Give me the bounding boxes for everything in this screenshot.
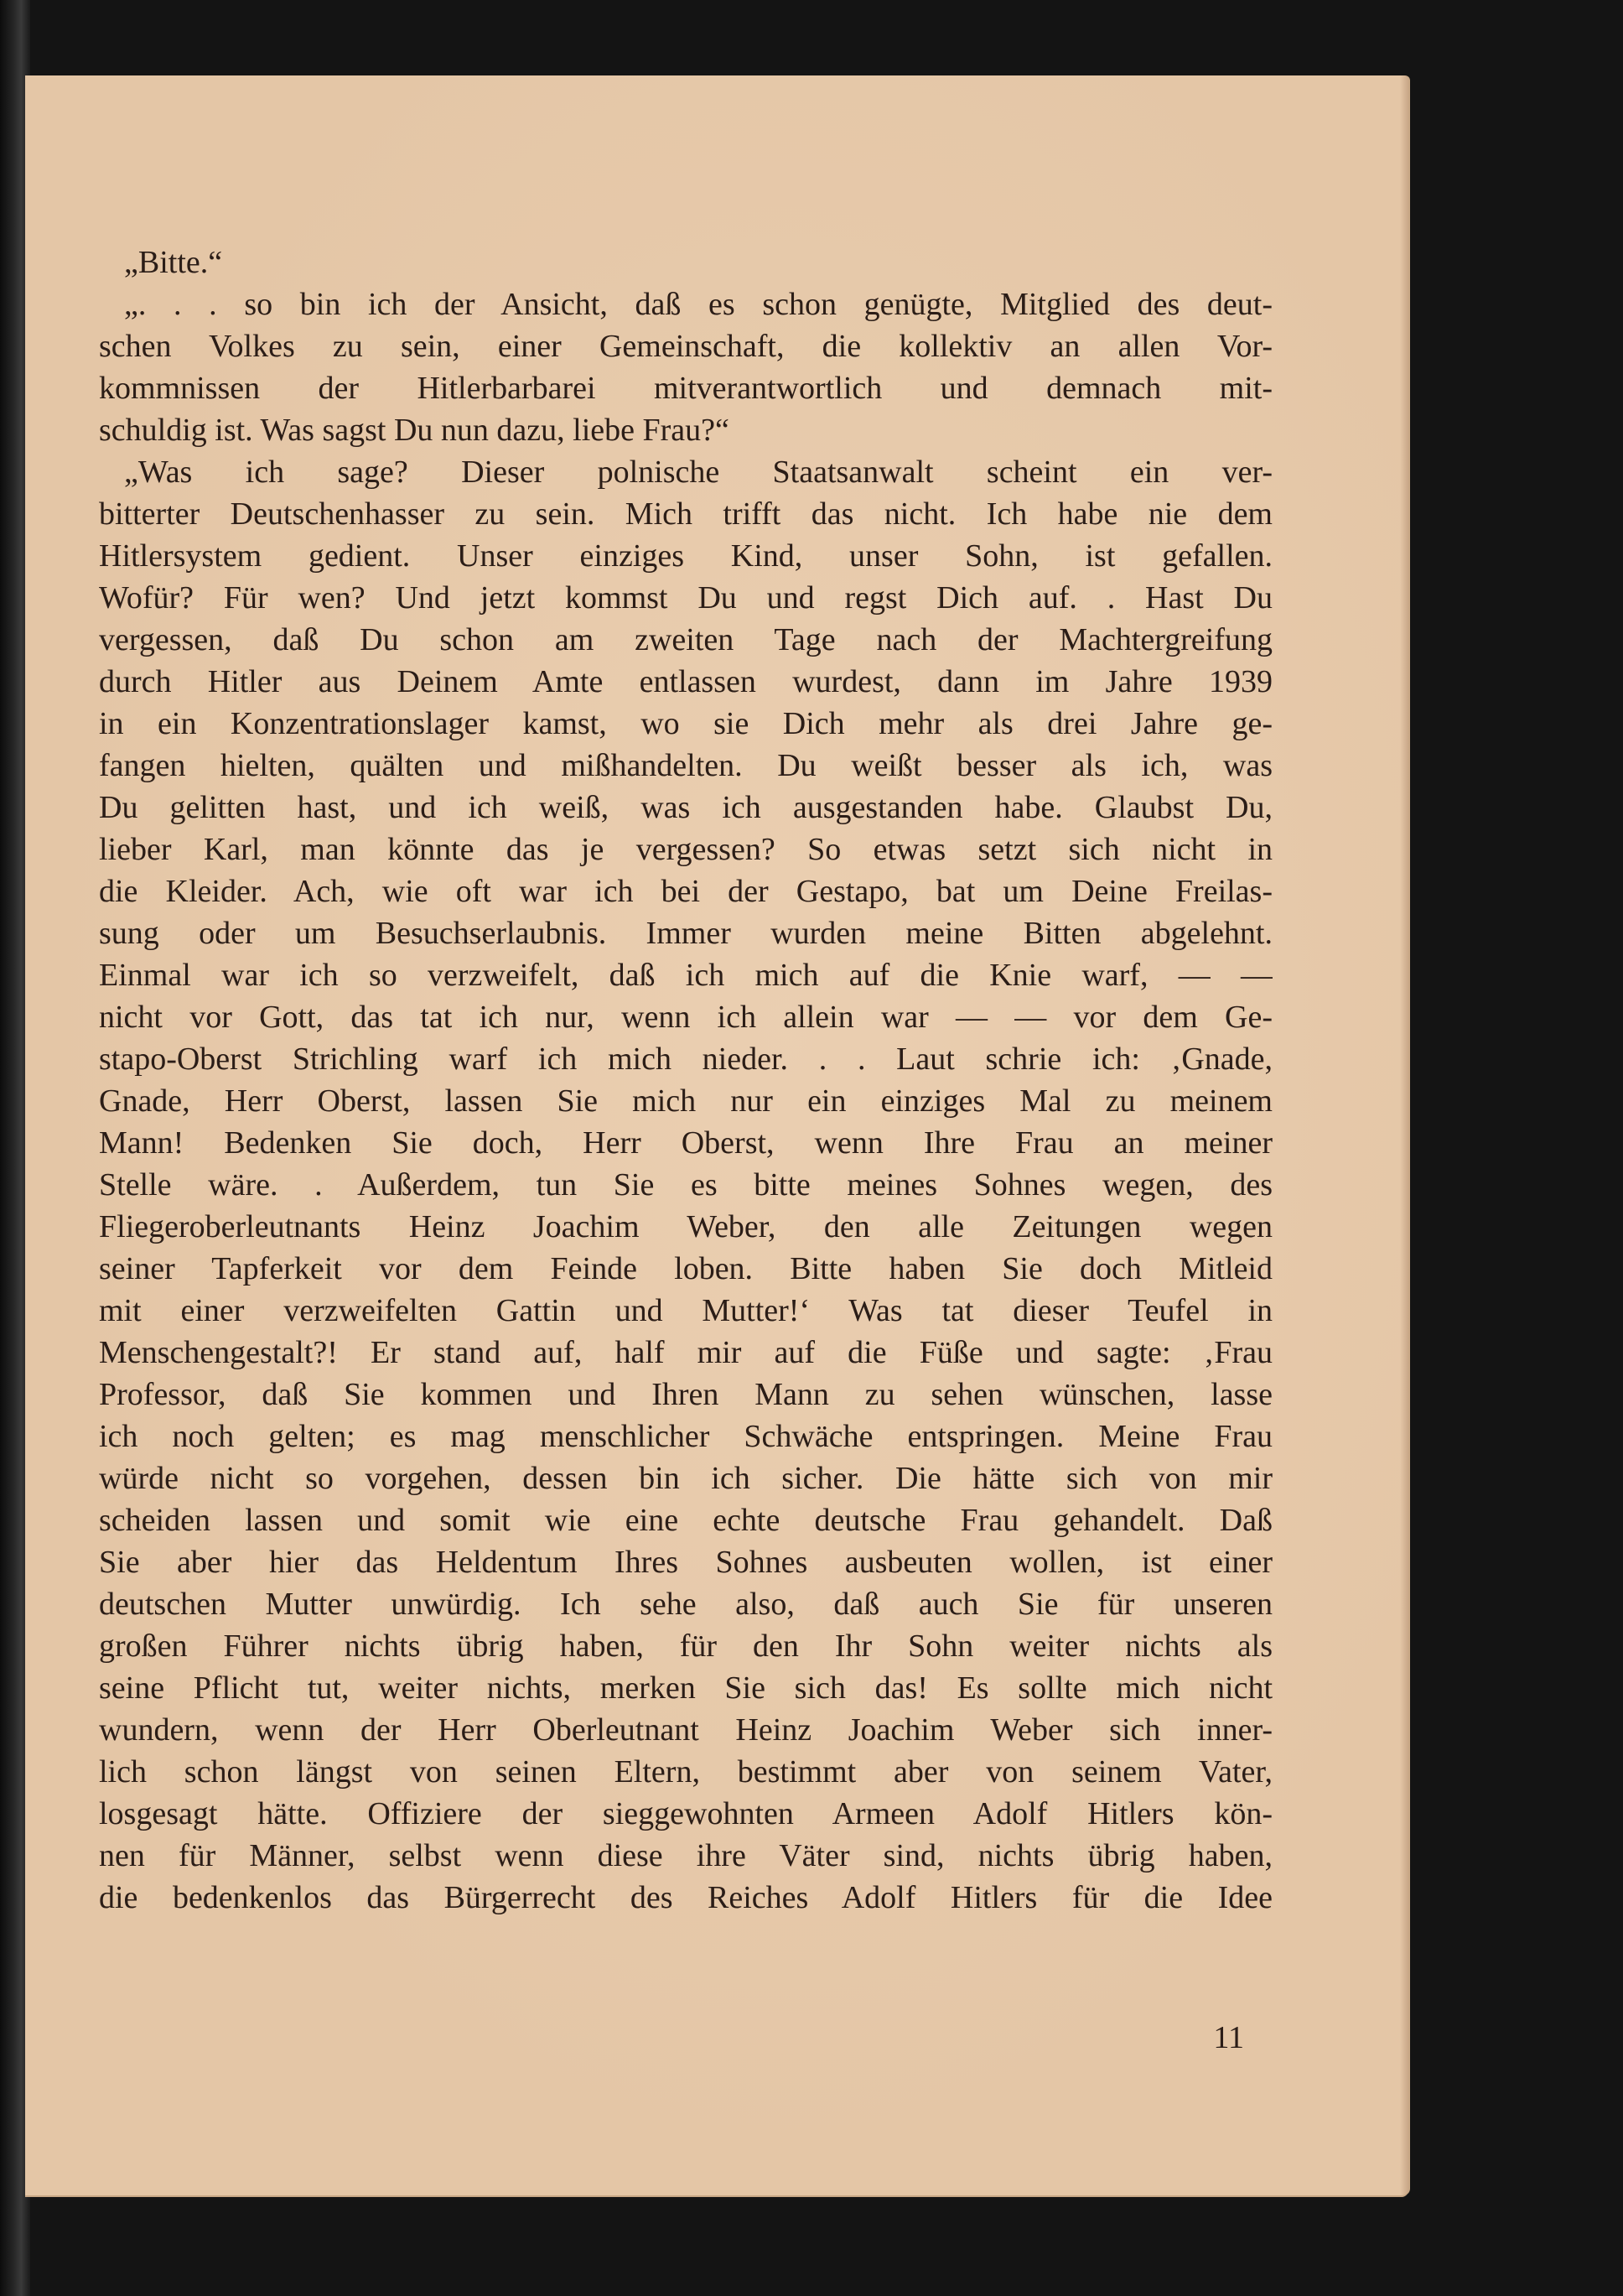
- text-line: seiner Tapferkeit vor dem Feinde loben. Bitte haben Sie doch Mitleid: [99, 1251, 1273, 1286]
- text-line: Menschengestalt?! Er stand auf, half mir auf die Füße und sagte: ‚Frau: [99, 1335, 1273, 1370]
- text-line: „Bitte.“: [124, 245, 223, 280]
- text-line: „. . . so bin ich der Ansicht, daß es schon genügte, Mitglied des deut-: [124, 287, 1273, 322]
- text-line: Stelle wäre. . Außerdem, tun Sie es bitte meines Sohnes wegen, des: [99, 1167, 1273, 1203]
- text-line: scheiden lassen und somit wie eine echte deutsche Frau gehandelt. Daß: [99, 1503, 1273, 1538]
- text-line: stapo-Oberst Strichling warf ich mich nieder. . . Laut schrie ich: ‚Gnade,: [99, 1042, 1273, 1077]
- text-line: die bedenkenlos das Bürgerrecht des Reiches Adolf Hitlers für die Idee: [99, 1880, 1273, 1915]
- text-line: nen für Männer, selbst wenn diese ihre Väter sind, nichts übrig haben,: [99, 1838, 1273, 1873]
- page-edge-shadow: [1400, 75, 1408, 2195]
- text-line: Sie aber hier das Heldentum Ihres Sohnes ausbeuten wollen, ist einer: [99, 1545, 1273, 1580]
- text-line: deutschen Mutter unwürdig. Ich sehe also, daß auch Sie für unseren: [99, 1587, 1273, 1622]
- text-line: Fliegeroberleutnants Heinz Joachim Weber, den alle Zeitungen wegen: [99, 1209, 1273, 1244]
- text-line: lieber Karl, man könnte das je vergessen? So etwas setzt sich nicht in: [99, 832, 1273, 867]
- text-line: schuldig ist. Was sagst Du nun dazu, liebe Frau?“: [99, 413, 729, 448]
- text-line: sung oder um Besuchserlaubnis. Immer wurden meine Bitten abgelehnt.: [99, 916, 1273, 951]
- text-line: nicht vor Gott, das tat ich nur, wenn ich allein war — — vor dem Ge-: [99, 1000, 1273, 1035]
- text-line: losgesagt hätte. Offiziere der sieggewohnten Armeen Adolf Hitlers kön-: [99, 1796, 1273, 1831]
- text-line: ich noch gelten; es mag menschlicher Schwäche entspringen. Meine Frau: [99, 1419, 1273, 1454]
- text-line: Mann! Bedenken Sie doch, Herr Oberst, wenn Ihre Frau an meiner: [99, 1125, 1273, 1161]
- book-page: [25, 75, 1408, 2195]
- text-line: Einmal war ich so verzweifelt, daß ich mich auf die Knie warf, — —: [99, 958, 1273, 993]
- text-line: wundern, wenn der Herr Oberleutnant Heinz Joachim Weber sich inner-: [99, 1712, 1273, 1748]
- text-line: lich schon längst von seinen Eltern, bestimmt aber von seinem Vater,: [99, 1754, 1273, 1790]
- text-line: Du gelitten hast, und ich weiß, was ich ausgestanden habe. Glaubst Du,: [99, 790, 1273, 825]
- text-line: die Kleider. Ach, wie oft war ich bei der Gestapo, bat um Deine Freilas-: [99, 874, 1273, 909]
- text-line: vergessen, daß Du schon am zweiten Tage nach der Machtergreifung: [99, 622, 1273, 657]
- text-line: seine Pflicht tut, weiter nichts, merken Sie sich das! Es sollte mich nicht: [99, 1670, 1273, 1706]
- text-line: fangen hielten, quälten und mißhandelten. Du weißt besser als ich, was: [99, 748, 1273, 783]
- text-line: würde nicht so vorgehen, dessen bin ich sicher. Die hätte sich von mir: [99, 1461, 1273, 1496]
- text-line: Hitlersystem gedient. Unser einziges Kind, unser Sohn, ist gefallen.: [99, 538, 1273, 574]
- body-text: [99, 242, 1273, 1919]
- text-line: schen Volkes zu sein, einer Gemeinschaft, die kollektiv an allen Vor-: [99, 329, 1273, 364]
- text-line: Wofür? Für wen? Und jetzt kommst Du und regst Dich auf. . Hast Du: [99, 580, 1273, 616]
- text-line: durch Hitler aus Deinem Amte entlassen wurdest, dann im Jahre 1939: [99, 664, 1273, 699]
- text-line: bitterter Deutschenhasser zu sein. Mich trifft das nicht. Ich habe nie dem: [99, 496, 1273, 532]
- text-line: mit einer verzweifelten Gattin und Mutter!‘ Was tat dieser Teufel in: [99, 1293, 1273, 1328]
- text-line: Gnade, Herr Oberst, lassen Sie mich nur ein einziges Mal zu meinem: [99, 1083, 1273, 1119]
- text-line: kommnissen der Hitlerbarbarei mitverantwortlich und demnach mit-: [99, 371, 1273, 406]
- text-line: großen Führer nichts übrig haben, für den Ihr Sohn weiter nichts als: [99, 1628, 1273, 1664]
- text-line: in ein Konzentrationslager kamst, wo sie Dich mehr als drei Jahre ge-: [99, 706, 1273, 741]
- text-line: „Was ich sage? Dieser polnische Staatsanwalt scheint ein ver-: [124, 455, 1273, 490]
- page-number: 11: [1213, 2020, 1244, 2055]
- text-line: Professor, daß Sie kommen und Ihren Mann zu sehen wünschen, lasse: [99, 1377, 1273, 1412]
